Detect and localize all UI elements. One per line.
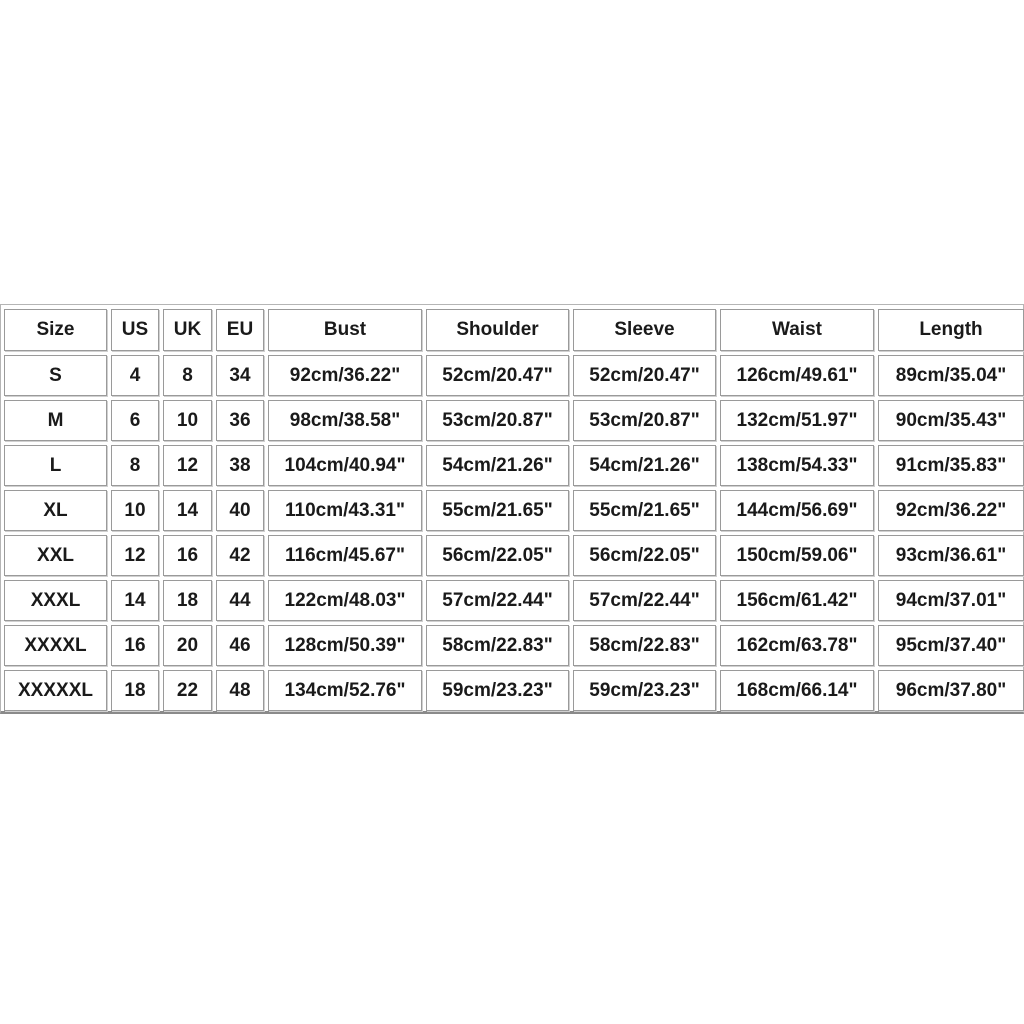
cell-sleeve: 54cm/21.26" xyxy=(573,445,716,486)
cell-sleeve: 58cm/22.83" xyxy=(573,625,716,666)
cell-uk: 10 xyxy=(163,400,212,441)
cell-eu: 38 xyxy=(216,445,264,486)
cell-sleeve: 52cm/20.47" xyxy=(573,355,716,396)
table-row xyxy=(4,445,1024,486)
table-header-row xyxy=(4,309,1024,351)
cell-sleeve: 56cm/22.05" xyxy=(573,535,716,576)
cell-uk: 18 xyxy=(163,580,212,621)
column-header-size: Size xyxy=(4,309,107,351)
cell-size: L xyxy=(4,445,107,486)
table-row xyxy=(4,670,1024,711)
cell-size: M xyxy=(4,400,107,441)
table-row xyxy=(4,535,1024,576)
cell-length: 89cm/35.04" xyxy=(878,355,1024,396)
cell-us: 12 xyxy=(111,535,159,576)
cell-us: 6 xyxy=(111,400,159,441)
cell-uk: 12 xyxy=(163,445,212,486)
table-row xyxy=(4,625,1024,666)
cell-sleeve: 53cm/20.87" xyxy=(573,400,716,441)
cell-shoulder: 56cm/22.05" xyxy=(426,535,569,576)
cell-uk: 20 xyxy=(163,625,212,666)
cell-shoulder: 54cm/21.26" xyxy=(426,445,569,486)
cell-size: XXXXXL xyxy=(4,670,107,711)
column-header-length: Length xyxy=(878,309,1024,351)
cell-eu: 34 xyxy=(216,355,264,396)
table-row xyxy=(4,355,1024,396)
cell-waist: 168cm/66.14" xyxy=(720,670,874,711)
cell-waist: 138cm/54.33" xyxy=(720,445,874,486)
column-header-waist: Waist xyxy=(720,309,874,351)
cell-uk: 22 xyxy=(163,670,212,711)
cell-bust: 110cm/43.31" xyxy=(268,490,422,531)
cell-sleeve: 57cm/22.44" xyxy=(573,580,716,621)
cell-waist: 156cm/61.42" xyxy=(720,580,874,621)
cell-waist: 126cm/49.61" xyxy=(720,355,874,396)
table-row xyxy=(4,580,1024,621)
cell-waist: 132cm/51.97" xyxy=(720,400,874,441)
column-header-bust: Bust xyxy=(268,309,422,351)
cell-eu: 48 xyxy=(216,670,264,711)
cell-uk: 8 xyxy=(163,355,212,396)
cell-sleeve: 55cm/21.65" xyxy=(573,490,716,531)
cell-bust: 134cm/52.76" xyxy=(268,670,422,711)
table-row xyxy=(4,400,1024,441)
cell-length: 96cm/37.80" xyxy=(878,670,1024,711)
column-header-sleeve: Sleeve xyxy=(573,309,716,351)
table-row xyxy=(4,490,1024,531)
cell-waist: 144cm/56.69" xyxy=(720,490,874,531)
cell-bust: 128cm/50.39" xyxy=(268,625,422,666)
cell-shoulder: 58cm/22.83" xyxy=(426,625,569,666)
cell-bust: 92cm/36.22" xyxy=(268,355,422,396)
cell-us: 18 xyxy=(111,670,159,711)
cell-us: 4 xyxy=(111,355,159,396)
cell-us: 10 xyxy=(111,490,159,531)
size-chart xyxy=(0,304,1024,714)
cell-shoulder: 57cm/22.44" xyxy=(426,580,569,621)
cell-shoulder: 53cm/20.87" xyxy=(426,400,569,441)
cell-waist: 150cm/59.06" xyxy=(720,535,874,576)
cell-bust: 122cm/48.03" xyxy=(268,580,422,621)
cell-shoulder: 52cm/20.47" xyxy=(426,355,569,396)
cell-size: XXL xyxy=(4,535,107,576)
cell-size: S xyxy=(4,355,107,396)
cell-uk: 14 xyxy=(163,490,212,531)
cell-eu: 40 xyxy=(216,490,264,531)
cell-length: 91cm/35.83" xyxy=(878,445,1024,486)
cell-length: 90cm/35.43" xyxy=(878,400,1024,441)
cell-us: 16 xyxy=(111,625,159,666)
cell-shoulder: 55cm/21.65" xyxy=(426,490,569,531)
cell-sleeve: 59cm/23.23" xyxy=(573,670,716,711)
cell-bust: 116cm/45.67" xyxy=(268,535,422,576)
cell-us: 8 xyxy=(111,445,159,486)
cell-eu: 36 xyxy=(216,400,264,441)
column-header-us: US xyxy=(111,309,159,351)
cell-bust: 98cm/38.58" xyxy=(268,400,422,441)
cell-waist: 162cm/63.78" xyxy=(720,625,874,666)
column-header-eu: EU xyxy=(216,309,264,351)
size-table xyxy=(0,305,1024,715)
cell-length: 94cm/37.01" xyxy=(878,580,1024,621)
cell-eu: 46 xyxy=(216,625,264,666)
cell-uk: 16 xyxy=(163,535,212,576)
cell-length: 93cm/36.61" xyxy=(878,535,1024,576)
cell-size: XXXL xyxy=(4,580,107,621)
cell-eu: 44 xyxy=(216,580,264,621)
cell-eu: 42 xyxy=(216,535,264,576)
cell-size: XL xyxy=(4,490,107,531)
column-header-shoulder: Shoulder xyxy=(426,309,569,351)
cell-size: XXXXL xyxy=(4,625,107,666)
cell-shoulder: 59cm/23.23" xyxy=(426,670,569,711)
column-header-uk: UK xyxy=(163,309,212,351)
cell-bust: 104cm/40.94" xyxy=(268,445,422,486)
cell-length: 95cm/37.40" xyxy=(878,625,1024,666)
cell-us: 14 xyxy=(111,580,159,621)
cell-length: 92cm/36.22" xyxy=(878,490,1024,531)
